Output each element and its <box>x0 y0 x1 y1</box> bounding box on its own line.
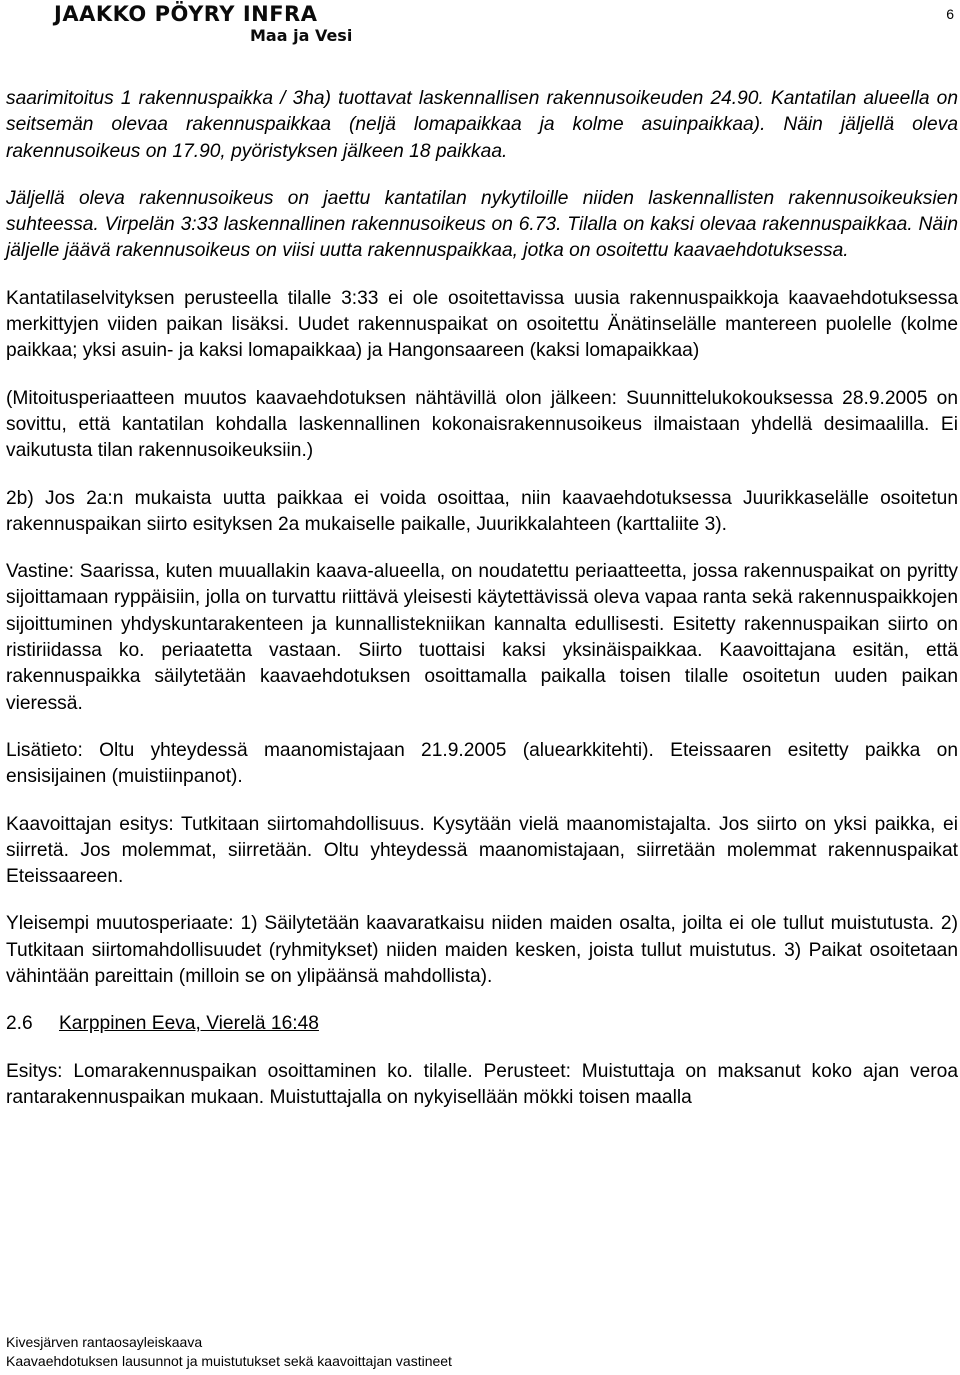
footer-line-1: Kivesjärven rantaosayleiskaava <box>6 1334 203 1350</box>
page-header <box>54 4 954 48</box>
paragraph-2: Jäljellä oleva rakennusoikeus on jaettu kantatilan nykytiloille niiden laskennallisten rakennusoikeuksien suhteessa. Virpelän 3:33 laskennallinen rakennusoikeus on 6.73. Tilalla on kaksi olevaa rakennuspaikkaa. Näin jäljelle jäävä rakennusoikeus on viisi uutta rakennuspaikkaa, jotka on osoitettu kaavaehdotuksessa. <box>6 187 958 262</box>
document-body <box>6 86 958 1111</box>
paragraph-4: (Mitoitusperiaatteen muutos kaavaehdotuksen nähtävillä olon jälkeen: Suunnittelukokouksessa 28.9.2005 on sovittu, että kantatilan kohdalla laskennallinen kokonaisrakennusoikeus ilmaistaan yhdellä desimaalilla. Ei vaikutusta tilan rakennusoikeuksiin.) <box>6 387 958 462</box>
paragraph-9: Yleisempi muutosperiaate: 1) Säilytetään kaavaratkaisu niiden maiden osalta, joilta ei ole tullut muistutusta. 2) Tutkitaan siirtomahdollisuudet (ryhmitykset) niiden maiden kesken, joista tullut muistutus. 3) Paikat osoitetaan vähintään pareittain (milloin se on ylipäänsä mahdollista). <box>6 913 958 988</box>
paragraph-3: Kantatilaselvityksen perusteella tilalle 3:33 ei ole osoitettavissa uusia rakennuspaikkoja kaavaehdotuksessa merkittyjen viiden paikan lisäksi. Uudet rakennuspaikat on osoitettu Änätinselälle mantereen puolelle (kolme paikkaa; yksi asuin- ja kaksi lomapaikkaa) ja Hangonsaareen (kaksi lomapaikkaa) <box>6 287 958 362</box>
paragraph-5: 2b) Jos 2a:n mukaista uutta paikkaa ei voida osoittaa, niin kaavaehdotuksessa Juurikkaselälle osoitetun rakennuspaikan siirto esityksen 2a mukaiselle paikalle, Juurikkalahteen (karttaliite 3). <box>6 487 958 535</box>
paragraph-6: Vastine: Saarissa, kuten muuallakin kaava-alueella, on noudatettu periaatteetta, jossa rakennuspaikat on pyritty sijoittamaan ryppäisiin, jolla on turvattu riittävä yleisesti käytettävissä oleva vapaa ranta sekä rakennuspaikkojen sijoittuminen yhdyskuntarakenteen ja kunnallistekniikan kannalta edullisesti. Esitetty rakennuspaikan siirto on ristiriidassa ko. periaatetta vastaan. Siirto tuottaisi kaksi yksinäispaikkaa. Kaavoittajana esitän, että rakennuspaikka säilytetään kaavaehdotuksen osoittamalla paikalla toisen tilalle osoitetun uuden paikan vieressä. <box>6 561 958 714</box>
page-number: 6 <box>946 6 954 22</box>
footer-line-2: Kaavaehdotuksen lausunnot ja muistutukset sekä kaavoittajan vastineet <box>6 1353 452 1369</box>
section-number: 2.6 <box>6 1013 33 1035</box>
section-title: Karppinen Eeva, Vierelä 16:48 <box>59 1013 319 1035</box>
logo-main-text: JAAKKO PÖYRY INFRA <box>54 2 318 26</box>
logo-sub-text: Maa ja Vesi <box>250 26 353 45</box>
paragraph-10: Esitys: Lomarakennuspaikan osoittaminen ko. tilalle. Perusteet: Muistuttaja on maksanut koko ajan veroa rantarakennuspaikan mukaan. Muistuttajalla on nykyisellään mökki toisen maalla <box>6 1060 958 1108</box>
company-logo <box>54 4 352 45</box>
section-heading <box>6 1011 958 1037</box>
paragraph-7: Lisätieto: Oltu yhteydessä maanomistajaan 21.9.2005 (aluearkkitehti). Eteissaaren esitetty paikka on ensisijainen (muistiinpanot). <box>6 739 958 788</box>
paragraph-1: saarimitoitus 1 rakennuspaikka / 3ha) tuottavat laskennallisen rakennusoikeuden 24.90. Kantatilan alueella on seitsemän olevaa rakennuspaikkaa (neljä lomapaikkaa ja kolme asuinpaikkaa). Näin jäljellä oleva rakennusoikeus on 17.90, pyöristyksen jälkeen 18 paikkaa. <box>6 88 958 162</box>
page-footer <box>6 1333 452 1371</box>
paragraph-8: Kaavoittajan esitys: Tutkitaan siirtomahdollisuus. Kysytään vielä maanomistajalta. Jos siirto on yksi paikka, ei siirretä. Jos molemmat, siirretään. Oltu yhteydessä maanomistajaan, siirretään molemmat rakennuspaikat Eteissaareen. <box>6 813 958 888</box>
